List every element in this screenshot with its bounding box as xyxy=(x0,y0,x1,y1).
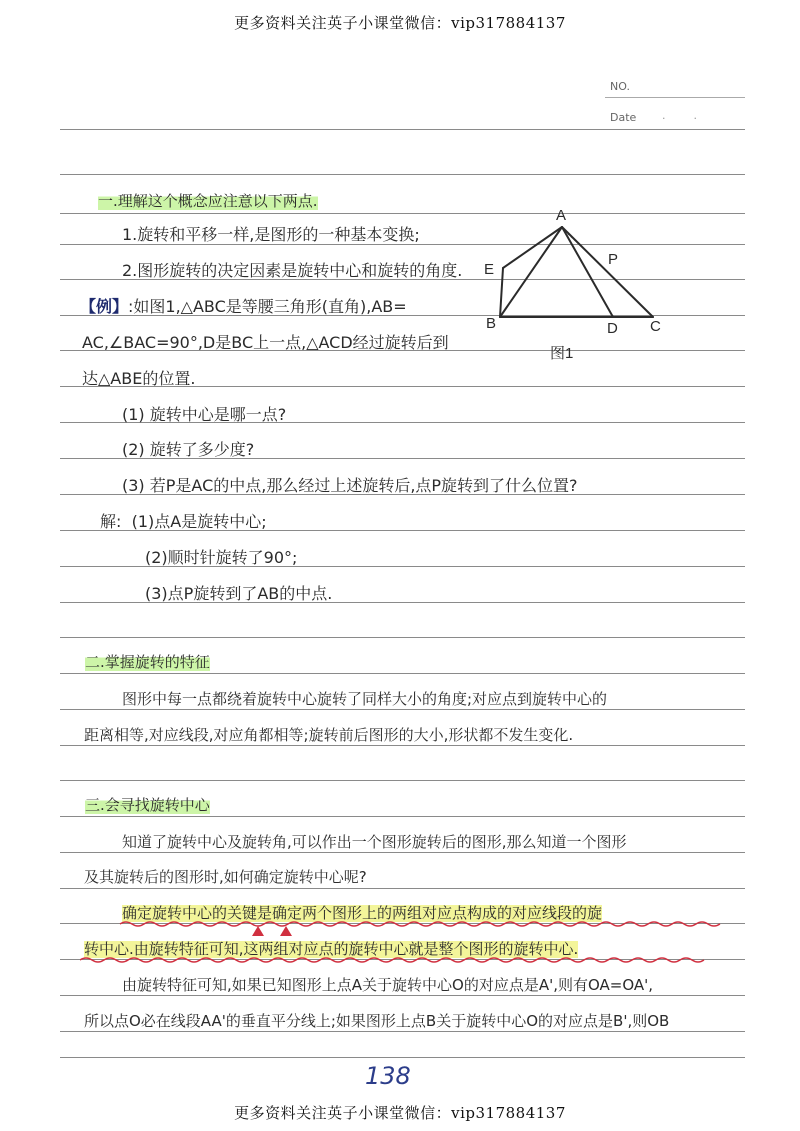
section1-point1: 1.旋转和平移一样,是图形的一种基本变换; xyxy=(122,225,420,244)
figure-caption: 图1 xyxy=(550,345,574,362)
segment-ab xyxy=(500,227,562,317)
section3-key2: 转中心.由旋转特征可知,这两组对应点的旋转中心就是整个图形的旋转中心. xyxy=(84,940,579,958)
question-1: (1) 旋转中心是哪一点? xyxy=(122,405,287,424)
segment-ac xyxy=(562,227,653,317)
label-c: C xyxy=(650,318,661,335)
question-2: (2) 旋转了多少度? xyxy=(122,440,255,459)
segment-ad xyxy=(562,227,613,317)
section3-line4: 所以点O必在线段AA'的垂直平分线上;如果图形上点B关于旋转中心O的对应点是B',则OB xyxy=(84,1012,670,1030)
ruled-line xyxy=(60,745,745,746)
section1-point2: 2.图形旋转的决定因素是旋转中心和旋转的角度. xyxy=(122,261,463,280)
section3-title: 三.会寻找旋转中心 xyxy=(85,796,210,814)
top-banner: 更多资料关注英子小课堂微信：vip317884137 xyxy=(234,14,566,32)
figure-1 xyxy=(470,200,700,370)
segment-ae xyxy=(503,227,562,268)
answer-2: (2)顺时针旋转了90°; xyxy=(145,548,298,567)
ruled-line xyxy=(60,780,745,781)
section3-line3: 由旋转特征可知,如果已知图形上点A关于旋转中心O的对应点是A',则有OA=OA', xyxy=(122,976,654,994)
ruled-line xyxy=(60,888,745,889)
emphasis-triangle xyxy=(280,926,292,936)
example-line1: :如图1,△ABC是等腰三角形(直角),AB= xyxy=(128,297,407,316)
segment-eb xyxy=(500,268,503,317)
label-e: E xyxy=(484,261,495,278)
label-p: P xyxy=(608,251,619,268)
page-number: 138 xyxy=(365,1062,411,1090)
ruled-line xyxy=(60,637,745,638)
solution-label: 解: xyxy=(100,512,122,531)
ruled-line xyxy=(60,995,745,996)
example-tag: 【例】 xyxy=(80,297,129,316)
ruled-line xyxy=(60,816,745,817)
emphasis-triangle xyxy=(252,926,264,936)
section3-line1: 知道了旋转中心及旋转角,可以作出一个图形旋转后的图形,那么知道一个图形 xyxy=(122,833,627,851)
label-b: B xyxy=(486,315,497,332)
section2-line1: 图形中每一点都绕着旋转中心旋转了同样大小的角度;对应点到旋转中心的 xyxy=(122,690,608,708)
answer-1: (1)点A是旋转中心; xyxy=(131,512,267,531)
bottom-banner: 更多资料关注英子小课堂微信：vip317884137 xyxy=(234,1104,566,1122)
ruled-line xyxy=(60,1031,745,1032)
ruled-line xyxy=(60,1057,745,1058)
section3-key1: 确定旋转中心的关键是确定两个图形上的两组对应点构成的对应线段的旋 xyxy=(122,904,603,922)
section2-title: 二.掌握旋转的特征 xyxy=(85,653,210,671)
ruled-line xyxy=(60,852,745,853)
section2-line2: 距离相等,对应线段,对应角都相等;旋转前后图形的大小,形状都不发生变化. xyxy=(84,726,574,744)
ruled-line xyxy=(60,673,745,674)
ruled-line xyxy=(60,174,745,175)
date-dots: · · xyxy=(662,112,697,125)
label-a: A xyxy=(556,207,567,224)
label-d: D xyxy=(607,320,618,337)
section1-title: 一.理解这个概念应注意以下两点. xyxy=(98,192,318,210)
answer-3: (3)点P旋转到了AB的中点. xyxy=(145,584,333,603)
question-3: (3) 若P是AC的中点,那么经过上述旋转后,点P旋转到了什么位置? xyxy=(122,476,578,495)
ruled-line xyxy=(60,709,745,710)
date-label: Date xyxy=(610,111,637,124)
no-underline xyxy=(605,97,745,98)
red-wavy-underline xyxy=(80,918,760,968)
example-line2: AC,∠BAC=90°,D是BC上一点,△ACD经过旋转后到 xyxy=(82,333,449,352)
no-label: NO. xyxy=(610,80,630,93)
section3-line2: 及其旋转后的图形时,如何确定旋转中心呢? xyxy=(84,868,367,886)
ruled-line xyxy=(60,129,745,130)
example-line3: 达△ABE的位置. xyxy=(82,369,196,388)
